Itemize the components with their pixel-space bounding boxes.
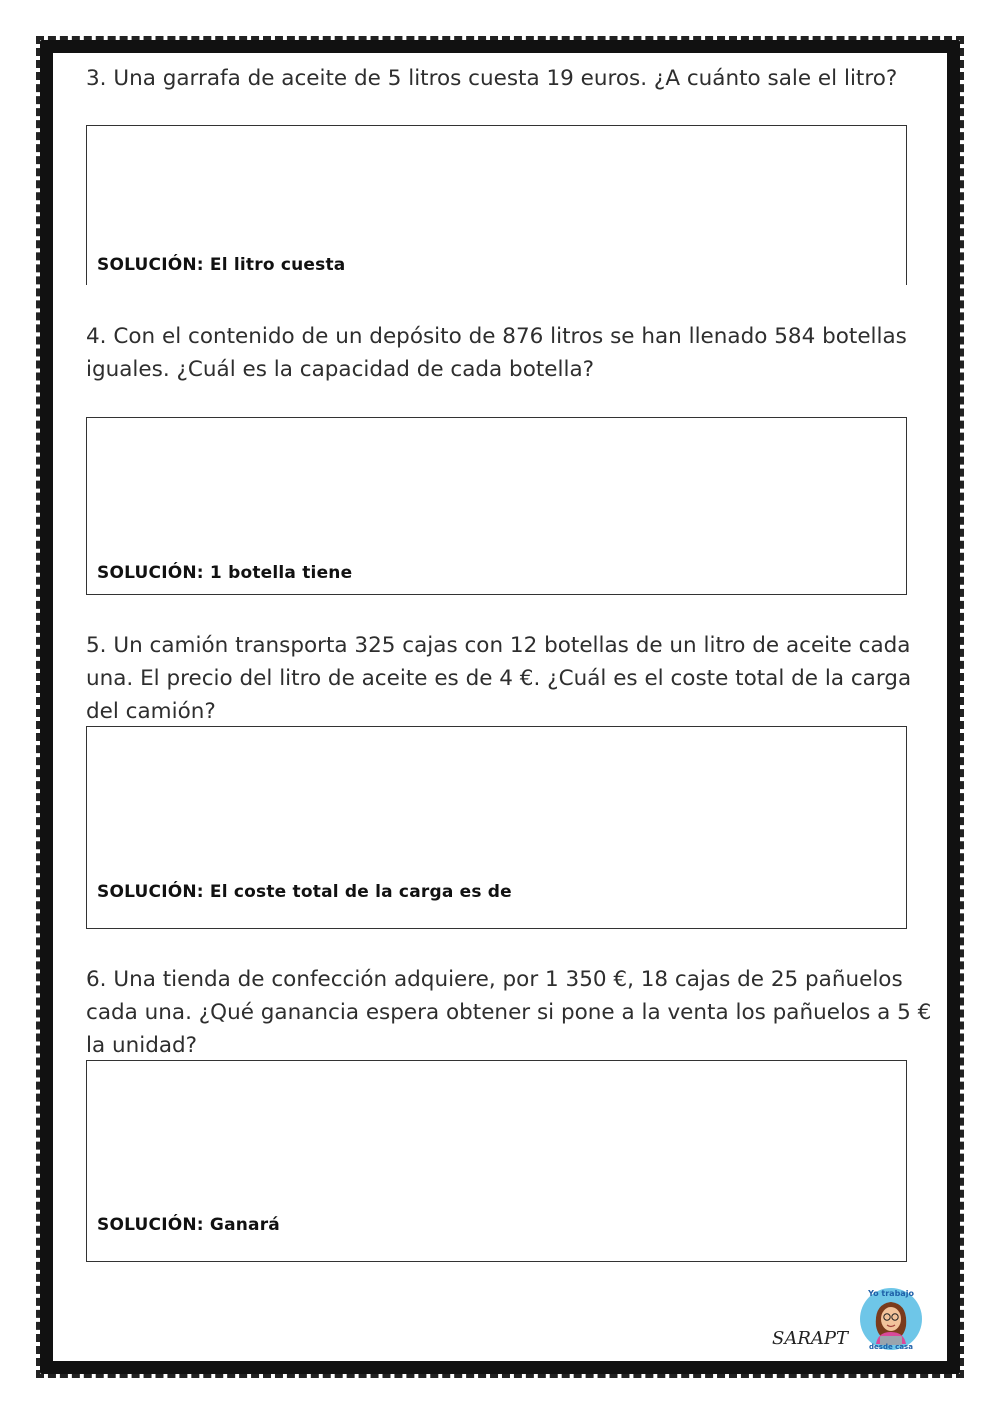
author-signature: SARAPT xyxy=(772,1328,848,1349)
question-5-text: 5. Un camión transporta 325 cajas con 12 botellas de un litro de aceite cada una. El precio del litro de aceite es de 4 €. ¿Cuál es el coste total de la carga del camión? xyxy=(86,633,912,724)
answer-box-4[interactable] xyxy=(86,417,907,595)
yo-trabajo-desde-casa-logo xyxy=(858,1286,924,1352)
question-3-text: 3. Una garrafa de aceite de 5 litros cuesta 19 euros. ¿A cuánto sale el litro? xyxy=(86,66,898,91)
logo-text-top: Yo trabajo xyxy=(868,1289,914,1298)
answer-box-3[interactable] xyxy=(86,125,907,285)
solution-label-6: SOLUCIÓN: Ganará xyxy=(97,1215,280,1235)
answer-box-6[interactable] xyxy=(86,1060,907,1262)
logo-text-bottom: desde casa xyxy=(869,1343,913,1351)
solution-label-3: SOLUCIÓN: El litro cuesta xyxy=(97,255,346,275)
solution-label-4: SOLUCIÓN: 1 botella tiene xyxy=(97,563,353,583)
question-6-text: 6. Una tienda de confección adquiere, por 1 350 €, 18 cajas de 25 pañuelos cada una. ¿Qué ganancia espera obtener si pone a la venta los pañuelos a 5 € la unidad? xyxy=(86,967,932,1058)
solution-label-5: SOLUCIÓN: El coste total de la carga es de xyxy=(97,882,512,902)
answer-box-5[interactable] xyxy=(86,726,907,929)
question-4-text: 4. Con el contenido de un depósito de 876 litros se han llenado 584 botellas iguales. ¿Cuál es la capacidad de cada botella? xyxy=(86,324,907,382)
